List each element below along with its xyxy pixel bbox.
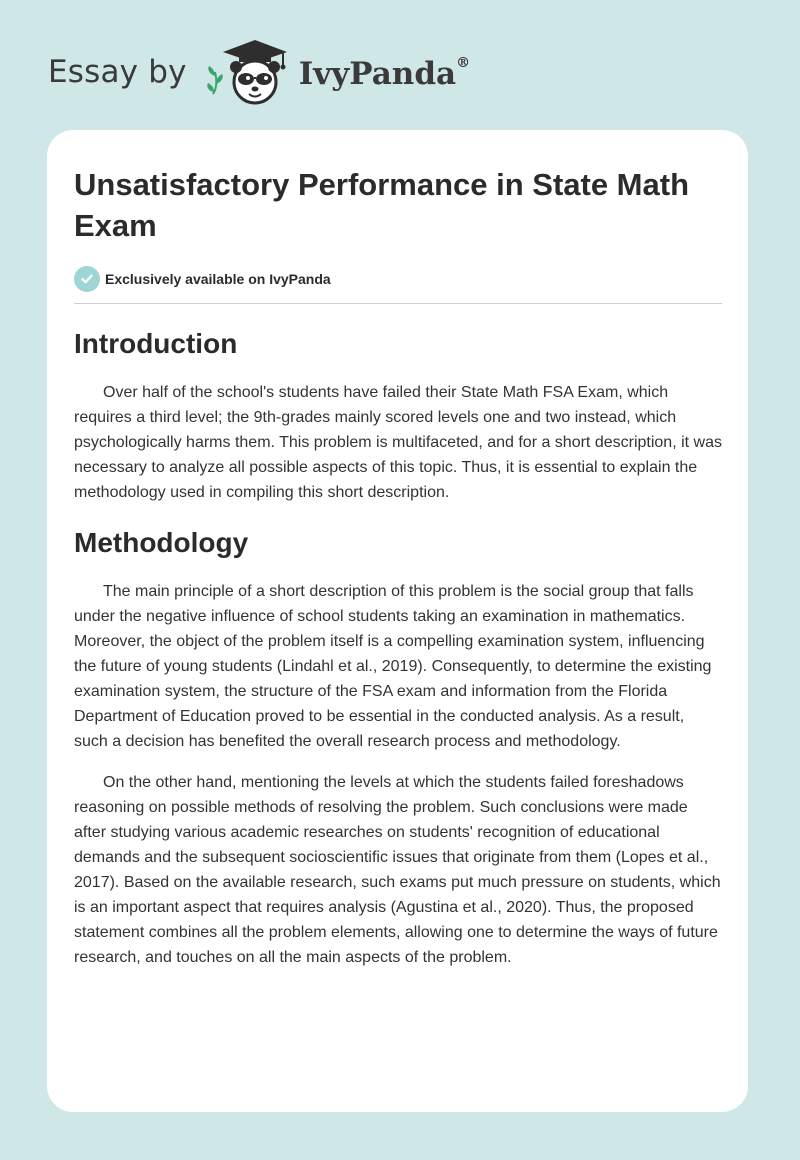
section-heading-introduction: Introduction — [74, 328, 238, 359]
exclusive-badge — [74, 266, 722, 292]
site-header — [48, 36, 470, 108]
paragraph: The main principle of a short description of this problem is the social group that falls under the negative influence of school students taking an examination in mathematics. Moreover, the object of the problem itself is a compelling examination system, influencing the future of young students (Lindahl et al., 2019). Consequently, to determine the existing examination system, the structure of the FSA exam and information from the Florida Department of Education proved to be essential in the conducted analysis. As a result, such a decision has benefited the overall research process and methodology. — [74, 583, 712, 750]
registered-mark: ® — [456, 54, 471, 71]
section-heading-methodology: Methodology — [74, 527, 249, 558]
panda-graduate-icon[interactable] — [203, 36, 295, 108]
exclusive-text: Exclusively available on IvyPanda — [105, 271, 331, 287]
paragraph: On the other hand, mentioning the levels at which the students failed foreshadows reasoning on possible methods of resolving the problem. Such conclusions were made after studying various academic researches on students' recognition of educational demands and the subsequent socioscientific issues that originate from them (Lopes et al., 2017). Based on the available research, such exams put much pressure on students, which is an important aspect that requires analysis (Agustina et al., 2020). Thus, the proposed statement combines all the problem elements, allowing one to determine the ways of future research, and touches on all the main aspects of the problem. — [74, 774, 721, 966]
brand-name[interactable]: IvyPanda® — [298, 54, 471, 92]
page-title: Unsatisfactory Performance in State Math Exam — [74, 167, 690, 243]
essay-by-label: Essay by — [48, 54, 187, 90]
paragraph: Over half of the school's students have failed their State Math FSA Exam, which requires a third level; the 9th-grades mainly scored levels one and two instead, which psychologically harms them. This problem is multifaceted, and for a short description, it was necessary to analyze all possible aspects of this topic. Thus, it is essential to explain the methodology used in compiling this short description. — [74, 384, 722, 501]
check-icon — [74, 266, 100, 292]
divider — [74, 303, 722, 304]
essay-card — [47, 130, 748, 1112]
